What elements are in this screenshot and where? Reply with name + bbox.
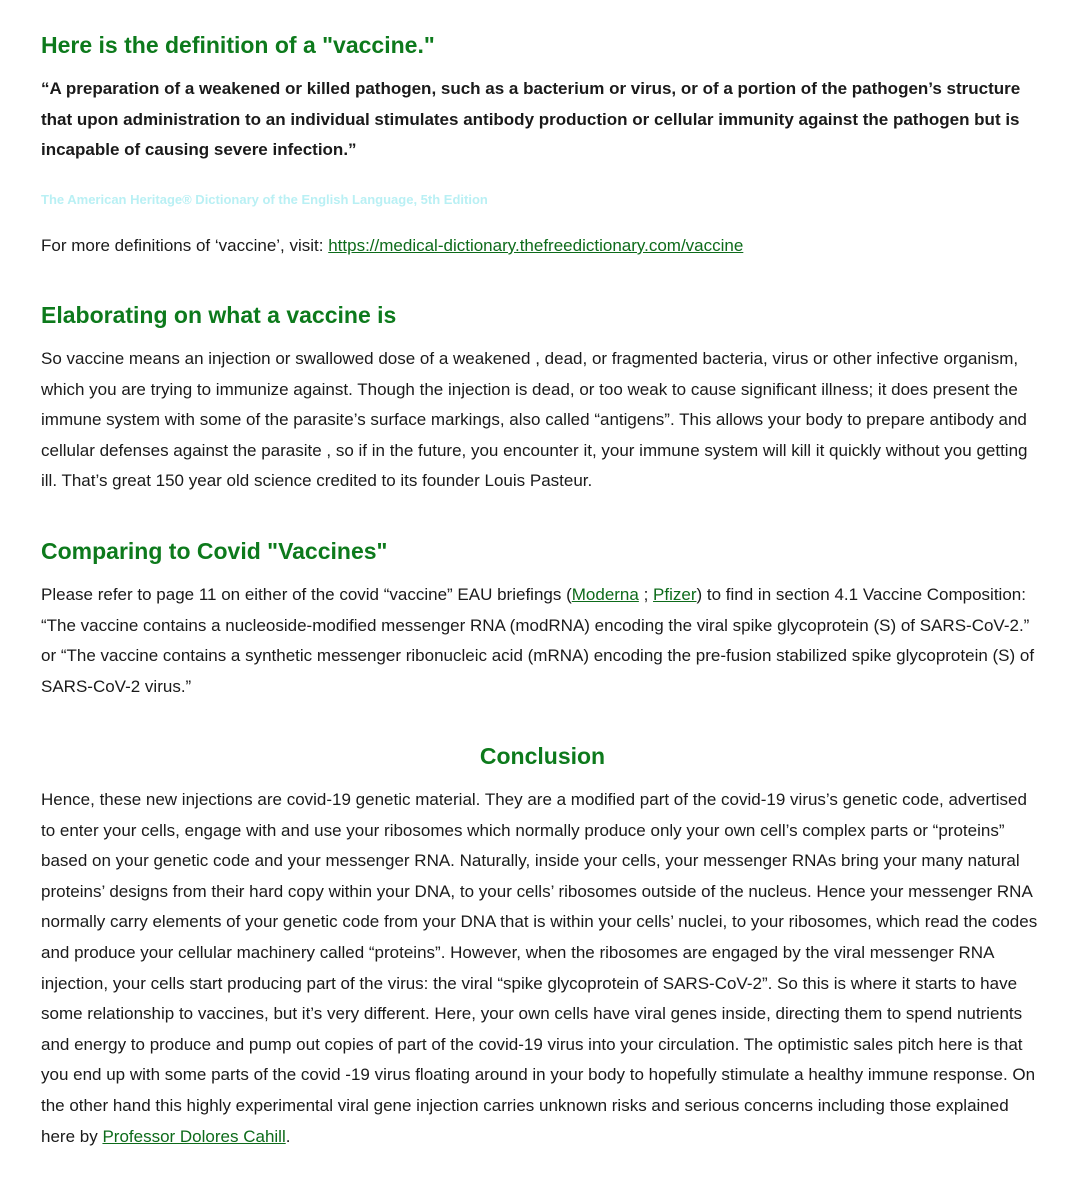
moderna-link[interactable]: Moderna [571, 585, 639, 604]
elaborating-body: So vaccine means an injection or swallowed dose of a weakened , dead, or fragmented bacteria, virus or other infective organism, which you are trying to immunize against. Though the injection is dead, or too weak to cause significant illness; it does present the immune system with some of the parasite’s surface markings, also called “antigens”. This allows your body to prepare antibody and cellular defenses against the parasite , so if in the future, you encounter it, your immune system will kill it quickly without you getting ill. That’s great 150 year old science credited to its founder Louis Pasteur. [41, 349, 1028, 491]
comparing-text-start: Please refer to page 11 on either of the covid “vaccine” EAU briefings ( [41, 585, 572, 604]
conclusion-end: . [285, 1126, 291, 1146]
dictionary-source: The American Heritage® Dictionary of the English Language, 5th Edition [41, 192, 488, 207]
comparing-text-end: ) to find in section 4.1 Vaccine Composition: “The vaccine contains a nucleoside-modified messenger RNA (modRNA) encoding the viral spike glycoprotein (S) of SARS-CoV-2.” or “The vaccine contains a synthetic messenger ribonucleic acid (mRNA) encoding the pre-fusion stabilized spike glycoprotein (S) of SARS-CoV-2 virus.” [41, 585, 1035, 696]
heading-definition: Here is the definition of a "vaccine." [41, 32, 435, 58]
conclusion-text: Hence, these new injections are covid-19 genetic material. They are a modified part of the covid-19 virus’s genetic code, advertised to enter your cells, engage with and use your ribosomes which normally produce only your own cell’s complex parts or “proteins” based on your genetic code and your messenger RNA. Naturally, inside your cells, your messenger RNAs bring your many natural proteins’ designs from their hard copy within your DNA, to your cells’ ribosomes outside of the nucleus. Hence your messenger RNA normally carry elements of your genetic code from your DNA that is within your cells’ nuclei, to your ribosomes, which read the codes and produce your cellular machinery called “proteins”. However, when the ribosomes are engaged by the viral messenger RNA injection, your cells start producing part of the virus: the viral “spike glycoprotein of SARS-CoV-2”. So this is where it starts to have some relationship to vaccines, but it’s very different. Here, your own cells have viral genes inside, directing them to spend nutrients and energy to produce and pump out copies of part of the covid-19 virus into your circulation. The optimistic sales pitch here is that you end up with some parts of the covid -19 virus floating around in your body to hopefully stimulate a healthy immune response. On the other hand this highly experimental viral gene injection carries unknown risks and serious concerns including those explained here by [41, 790, 1038, 1146]
more-definitions-line [41, 231, 1044, 262]
conclusion-body [41, 785, 1044, 1152]
cahill-link[interactable]: Professor Dolores Cahill [102, 1126, 286, 1146]
heading-comparing: Comparing to Covid "Vaccines" [41, 538, 388, 564]
more-definitions-text: For more definitions of ‘vaccine’, visit: [41, 236, 329, 255]
definition-quote: “A preparation of a weakened or killed pathogen, such as a bacterium or virus, or of a portion of the pathogen’s structure that upon administration to an individual stimulates antibody production or cellular immunity against the pathogen but is incapable of causing severe infection.” [41, 79, 1021, 160]
comparing-body [41, 580, 1044, 702]
dictionary-link[interactable]: https://medical-dictionary.thefreedictionary.com/vaccine [328, 236, 744, 255]
pfizer-link[interactable]: Pfizer [653, 585, 697, 604]
heading-conclusion: Conclusion [479, 743, 606, 769]
heading-elaborating: Elaborating on what a vaccine is [41, 302, 397, 328]
link-separator: ; [638, 585, 654, 604]
